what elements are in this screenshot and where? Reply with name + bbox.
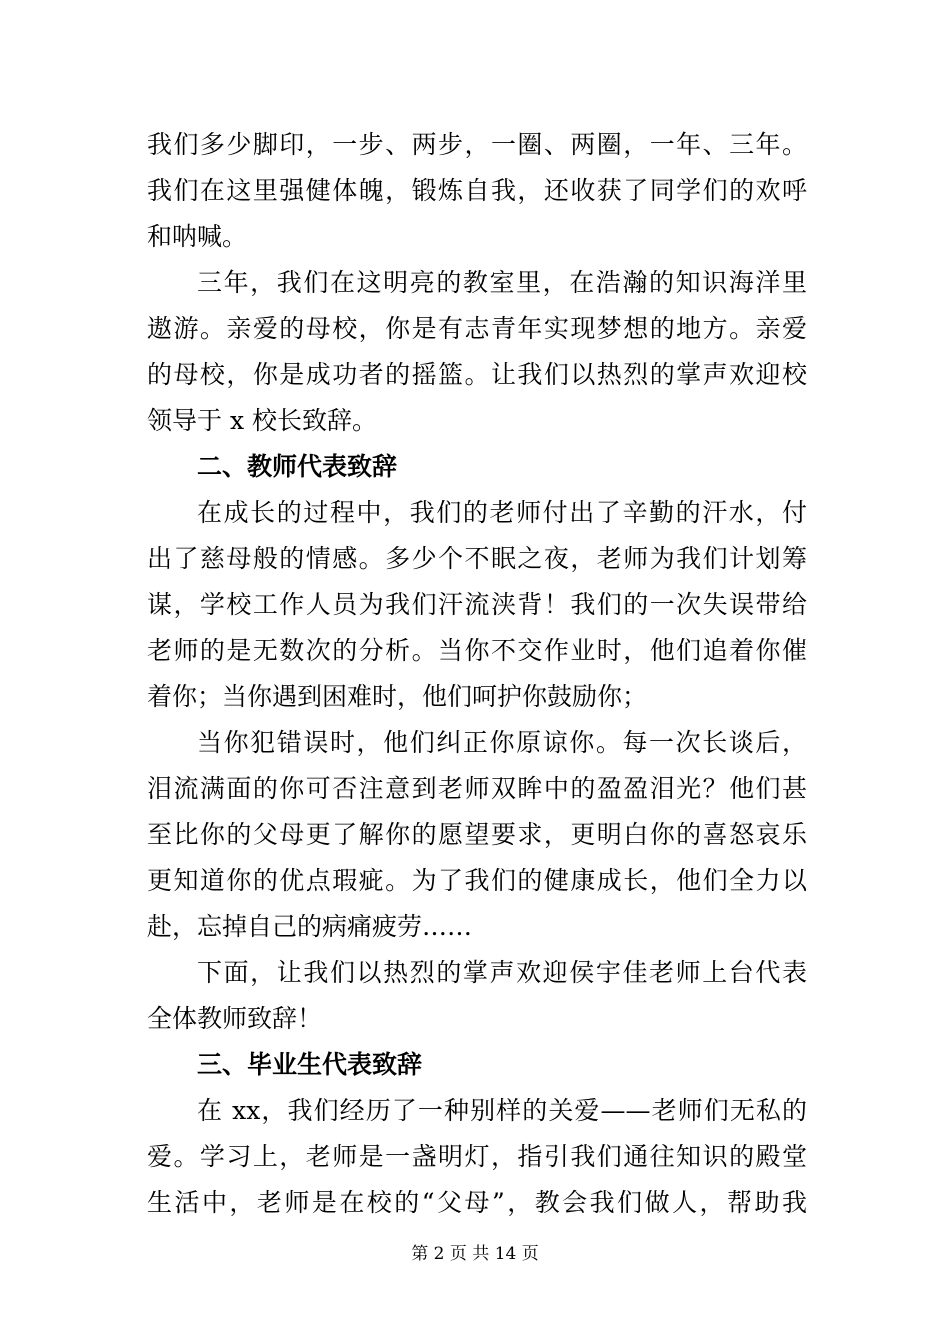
- paragraph-line: 我们在这里强健体魄，锻炼自我，还收获了同学们的欢呼: [147, 176, 807, 205]
- section-heading: 三、毕业生代表致辞: [197, 1050, 423, 1079]
- paragraph-line: 在成长的过程中，我们的老师付出了辛勤的汗水，付: [197, 498, 807, 527]
- paragraph-line: 泪流满面的你可否注意到老师双眸中的盈盈泪光？他们甚: [147, 774, 807, 803]
- paragraph-line: 赴，忘掉自己的病痛疲劳……: [147, 912, 473, 941]
- paragraph-line: 的母校，你是成功者的摇篮。让我们以热烈的掌声欢迎校: [147, 360, 807, 389]
- paragraph-line: 谋，学校工作人员为我们汗流浃背！我们的一次失误带给: [147, 590, 807, 619]
- paragraph-line: 出了慈母般的情感。多少个不眠之夜，老师为我们计划筹: [147, 544, 807, 573]
- paragraph-line: 全体教师致辞！: [147, 1004, 323, 1033]
- paragraph-line: 着你；当你遇到困难时，他们呵护你鼓励你；: [147, 682, 648, 711]
- paragraph-line: 遨游。亲爱的母校，你是有志青年实现梦想的地方。亲爱: [147, 314, 807, 343]
- page-number-label: 第 2 页 共 14 页: [411, 1244, 539, 1264]
- paragraph-line: 至比你的父母更了解你的愿望要求，更明白你的喜怒哀乐: [147, 820, 807, 849]
- paragraph-line: 在 xx，我们经历了一种别样的关爱——老师们无私的: [197, 1096, 807, 1125]
- document-body: [147, 122, 807, 1226]
- paragraph-line: 和呐喊。: [147, 222, 248, 251]
- paragraph-line: 下面，让我们以热烈的掌声欢迎侯宇佳老师上台代表: [197, 958, 807, 987]
- paragraph-line: 当你犯错误时，他们纠正你原谅你。每一次长谈后，: [197, 728, 807, 757]
- paragraph-line: 三年，我们在这明亮的教室里，在浩瀚的知识海洋里: [197, 268, 807, 297]
- paragraph-line: 我们多少脚印，一步、两步，一圈、两圈，一年、三年。: [147, 130, 807, 159]
- page-footer: [0, 1242, 950, 1266]
- section-heading: 二、教师代表致辞: [197, 452, 398, 481]
- paragraph-line: 爱。学习上，老师是一盏明灯，指引我们通往知识的殿堂: [147, 1142, 807, 1171]
- paragraph-line: 领导于 x 校长致辞。: [147, 406, 377, 435]
- paragraph-line: 更知道你的优点瑕疵。为了我们的健康成长，他们全力以: [147, 866, 807, 895]
- paragraph-line: 老师的是无数次的分析。当你不交作业时，他们追着你催: [147, 636, 807, 665]
- paragraph-line: 生活中，老师是在校的“父母”，教会我们做人，帮助我: [147, 1188, 807, 1217]
